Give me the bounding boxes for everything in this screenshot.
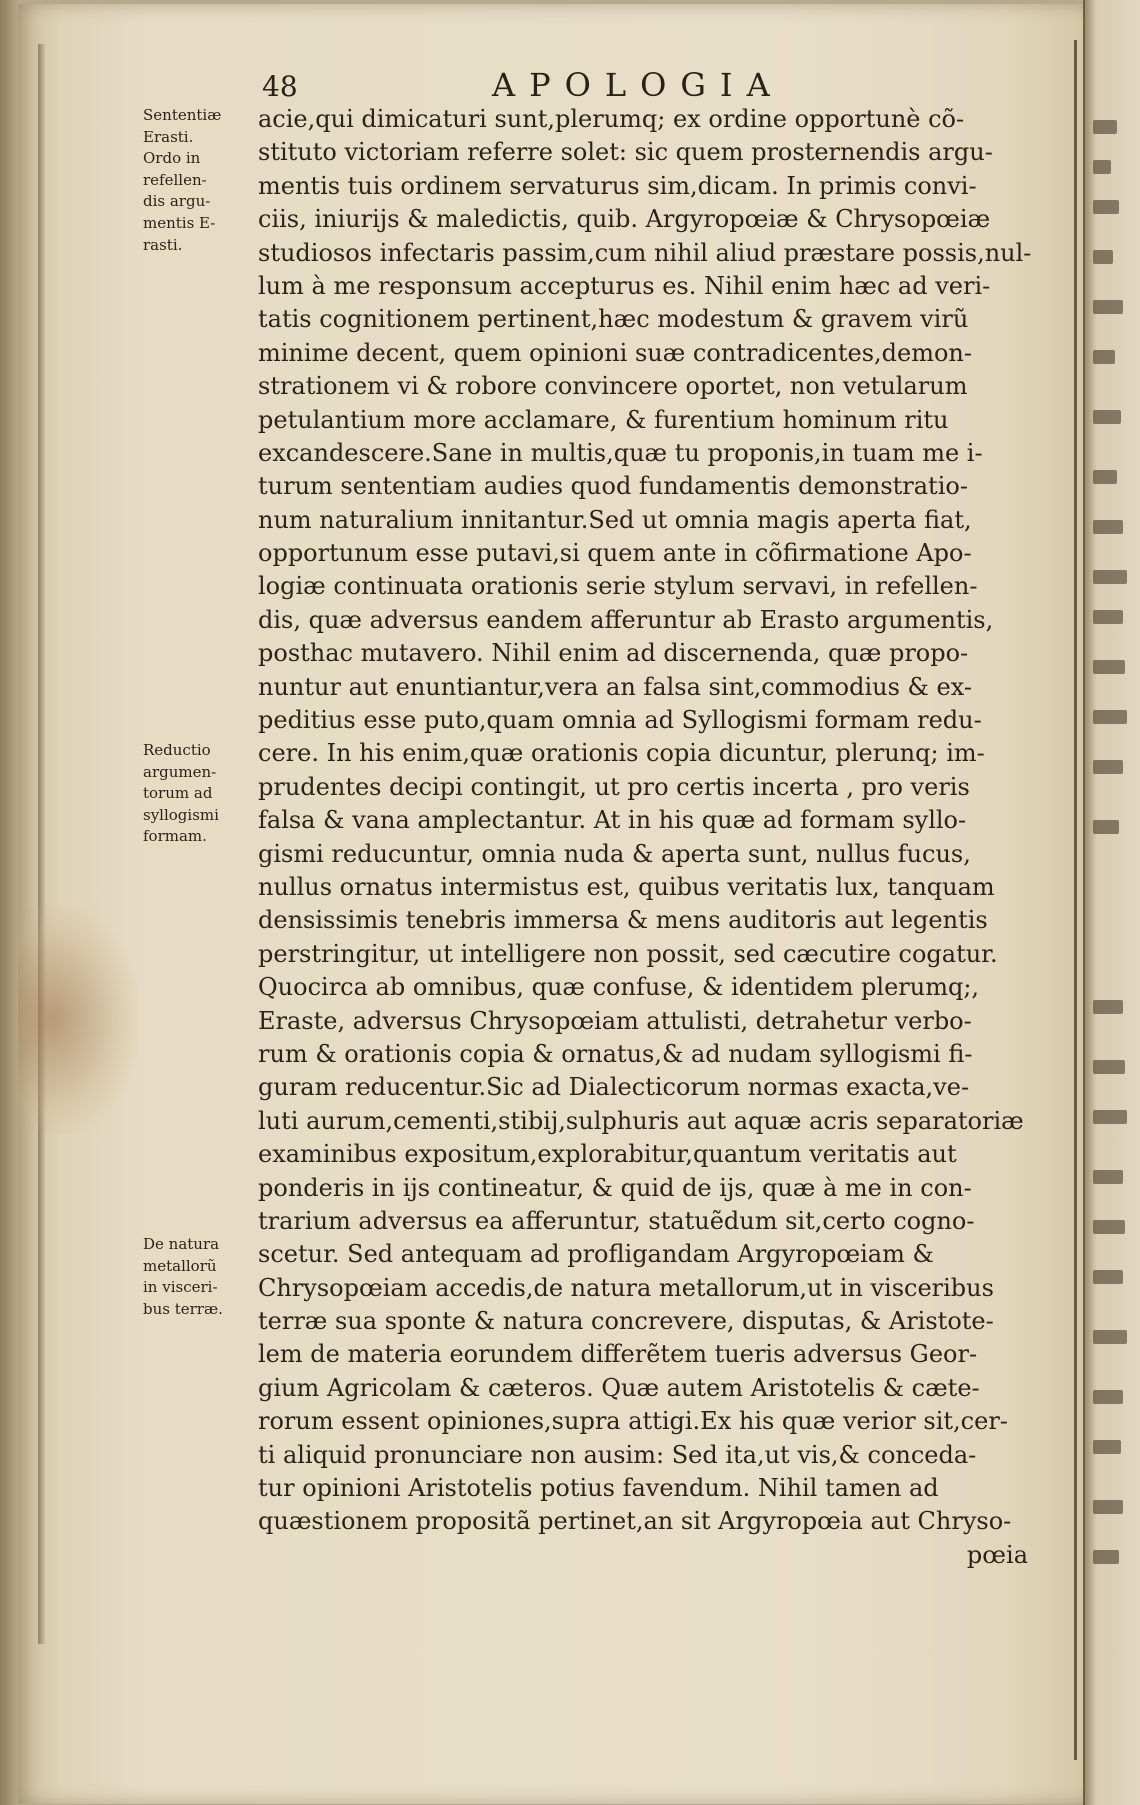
text-line: stituto victoriam referre solet: sic quem prosternendis argu- bbox=[258, 138, 993, 167]
page-edge-rule bbox=[1074, 40, 1077, 1760]
text-line: nuntur aut enuntiantur,vera an falsa sint,commodius & ex- bbox=[258, 672, 972, 701]
facing-page-edge bbox=[1083, 0, 1140, 1805]
text-line: falsa & vana amplectantur. At in his quæ ad formam syllo- bbox=[258, 806, 967, 835]
text-line: scetur. Sed antequam ad profligandam Argyropœiam & bbox=[258, 1240, 934, 1269]
margin-note-line: bus terræ. bbox=[143, 1299, 223, 1318]
text-line: posthac mutavero. Nihil enim ad discernenda, quæ propo- bbox=[258, 639, 969, 668]
margin-note-line: De natura bbox=[143, 1235, 220, 1253]
margin-note-line: in visceri- bbox=[143, 1278, 218, 1297]
margin-note-line: Reductio bbox=[143, 741, 211, 759]
text-line: trarium adversus ea afferuntur, statuẽdum sit,certo cogno- bbox=[258, 1206, 975, 1235]
catchword: pœia bbox=[966, 1540, 1028, 1569]
margin-note-line: formam. bbox=[143, 827, 207, 846]
margin-note-line: Sententiæ bbox=[143, 106, 222, 124]
text-line: num naturalium innitantur.Sed ut omnia magis aperta fiat, bbox=[258, 505, 972, 534]
text-line: Eraste, adversus Chrysopœiam attulisti, detrahetur verbo- bbox=[258, 1006, 972, 1035]
text-line: studiosos infectaris passim,cum nihil aliud præstare possis,nul- bbox=[258, 238, 1032, 267]
margin-note-line: refellen- bbox=[143, 170, 207, 189]
text-line: luti aurum,cementi,stibij,sulphuris aut aquæ acris separatoriæ bbox=[258, 1106, 1024, 1135]
text-line: ciis, iniurijs & maledictis, quib. Argyropœiæ & Chrysopœiæ bbox=[258, 205, 991, 234]
text-line: logiæ continuata orationis serie stylum servavi, in refellen- bbox=[258, 572, 978, 601]
text-line: rum & orationis copia & ornatus,& ad nudam syllogismi fi- bbox=[258, 1039, 973, 1068]
text-line: rorum essent opiniones,supra attigi.Ex his quæ verior sit,cer- bbox=[258, 1407, 1008, 1436]
margin-note-line: metallorũ bbox=[143, 1256, 217, 1275]
text-line: ti aliquid pronunciare non ausim: Sed ita,ut vis,& conceda- bbox=[258, 1440, 977, 1469]
text-line: opportunum esse putavi,si quem ante in cõfirmatione Apo- bbox=[258, 539, 972, 568]
text-line: gismi reducuntur, omnia nuda & aperta sunt, nullus fucus, bbox=[258, 839, 971, 868]
text-line: peditius esse puto,quam omnia ad Syllogismi formam redu- bbox=[258, 706, 982, 735]
body-text bbox=[258, 103, 1058, 1572]
text-line: dis, quæ adversus eandem afferuntur ab Erasto argumentis, bbox=[258, 605, 994, 634]
margin-note-line: rasti. bbox=[143, 235, 183, 254]
page-number: 48 bbox=[262, 70, 298, 103]
margin-note-line: syllogismi bbox=[143, 805, 219, 824]
text-line: turum sententiam audies quod fundamentis demonstratio- bbox=[258, 472, 968, 501]
binding-gutter bbox=[0, 0, 18, 1805]
margin-note bbox=[143, 105, 258, 256]
text-line: strationem vi & robore convincere oportet, non vetularum bbox=[258, 372, 968, 401]
text-line: prudentes decipi contingit, ut pro certis incerta , pro veris bbox=[258, 772, 970, 801]
text-line: tur opinioni Aristotelis potius favendum. Nihil tamen ad bbox=[258, 1474, 939, 1503]
text-line: terræ sua sponte & natura concrevere, disputas, & Aristote- bbox=[258, 1307, 994, 1336]
page-edge-shadow bbox=[38, 44, 46, 1644]
text-line: Quocirca ab omnibus, quæ confuse, & identidem plerumq;, bbox=[258, 973, 980, 1002]
paper-stain bbox=[18, 904, 138, 1134]
margin-note-line: mentis E- bbox=[143, 213, 216, 232]
margin-note bbox=[143, 740, 258, 848]
text-line: guram reducentur.Sic ad Dialecticorum normas exacta,ve- bbox=[258, 1073, 970, 1102]
text-line: perstringitur, ut intelligere non possit, sed cæcutire cogatur. bbox=[258, 939, 998, 968]
text-line: lum à me responsum accepturus es. Nihil enim hæc ad veri- bbox=[258, 271, 991, 300]
running-title: APOLOGIA bbox=[492, 66, 784, 104]
margin-note-line: Erasti. bbox=[143, 127, 194, 146]
text-line: minime decent, quem opinioni suæ contradicentes,demon- bbox=[258, 338, 972, 367]
text-line: densissimis tenebris immersa & mens auditoris aut legentis bbox=[258, 906, 988, 935]
text-line: excandescere.Sane in multis,quæ tu proponis,in tuam me i- bbox=[258, 438, 983, 467]
text-line: Chrysopœiam accedis,de natura metallorum,ut in visceribus bbox=[258, 1273, 994, 1302]
text-line: gium Agricolam & cæteros. Quæ autem Aristotelis & cæte- bbox=[258, 1373, 980, 1402]
margin-note-line: argumen- bbox=[143, 762, 217, 781]
text-line: tatis cognitionem pertinent,hæc modestum & gravem virũ bbox=[258, 305, 969, 334]
margin-note-line: dis argu- bbox=[143, 192, 211, 211]
text-line: acie,qui dimicaturi sunt,plerumq; ex ordine opportunè cõ- bbox=[258, 105, 965, 133]
text-line: quæstionem propositã pertinet,an sit Argyropœia aut Chryso- bbox=[258, 1507, 1012, 1536]
text-line: cere. In his enim,quæ orationis copia dicuntur, plerunq; im- bbox=[258, 739, 985, 768]
text-line: ponderis in ijs contineatur, & quid de ijs, quæ à me in con- bbox=[258, 1173, 972, 1202]
text-line: mentis tuis ordinem servaturus sim,dicam. In primis convi- bbox=[258, 171, 977, 200]
margin-note bbox=[143, 1234, 258, 1320]
margin-note-line: torum ad bbox=[143, 784, 213, 803]
margin-note-line: Ordo in bbox=[143, 149, 201, 168]
text-line: examinibus expositum,explorabitur,quantum veritatis aut bbox=[258, 1140, 957, 1169]
text-line: lem de materia eorundem differẽtem tueris adversus Geor- bbox=[258, 1340, 978, 1369]
text-line: nullus ornatus intermistus est, quibus veritatis lux, tanquam bbox=[258, 872, 995, 901]
text-line: petulantium more acclamare, & furentium hominum ritu bbox=[258, 405, 949, 434]
